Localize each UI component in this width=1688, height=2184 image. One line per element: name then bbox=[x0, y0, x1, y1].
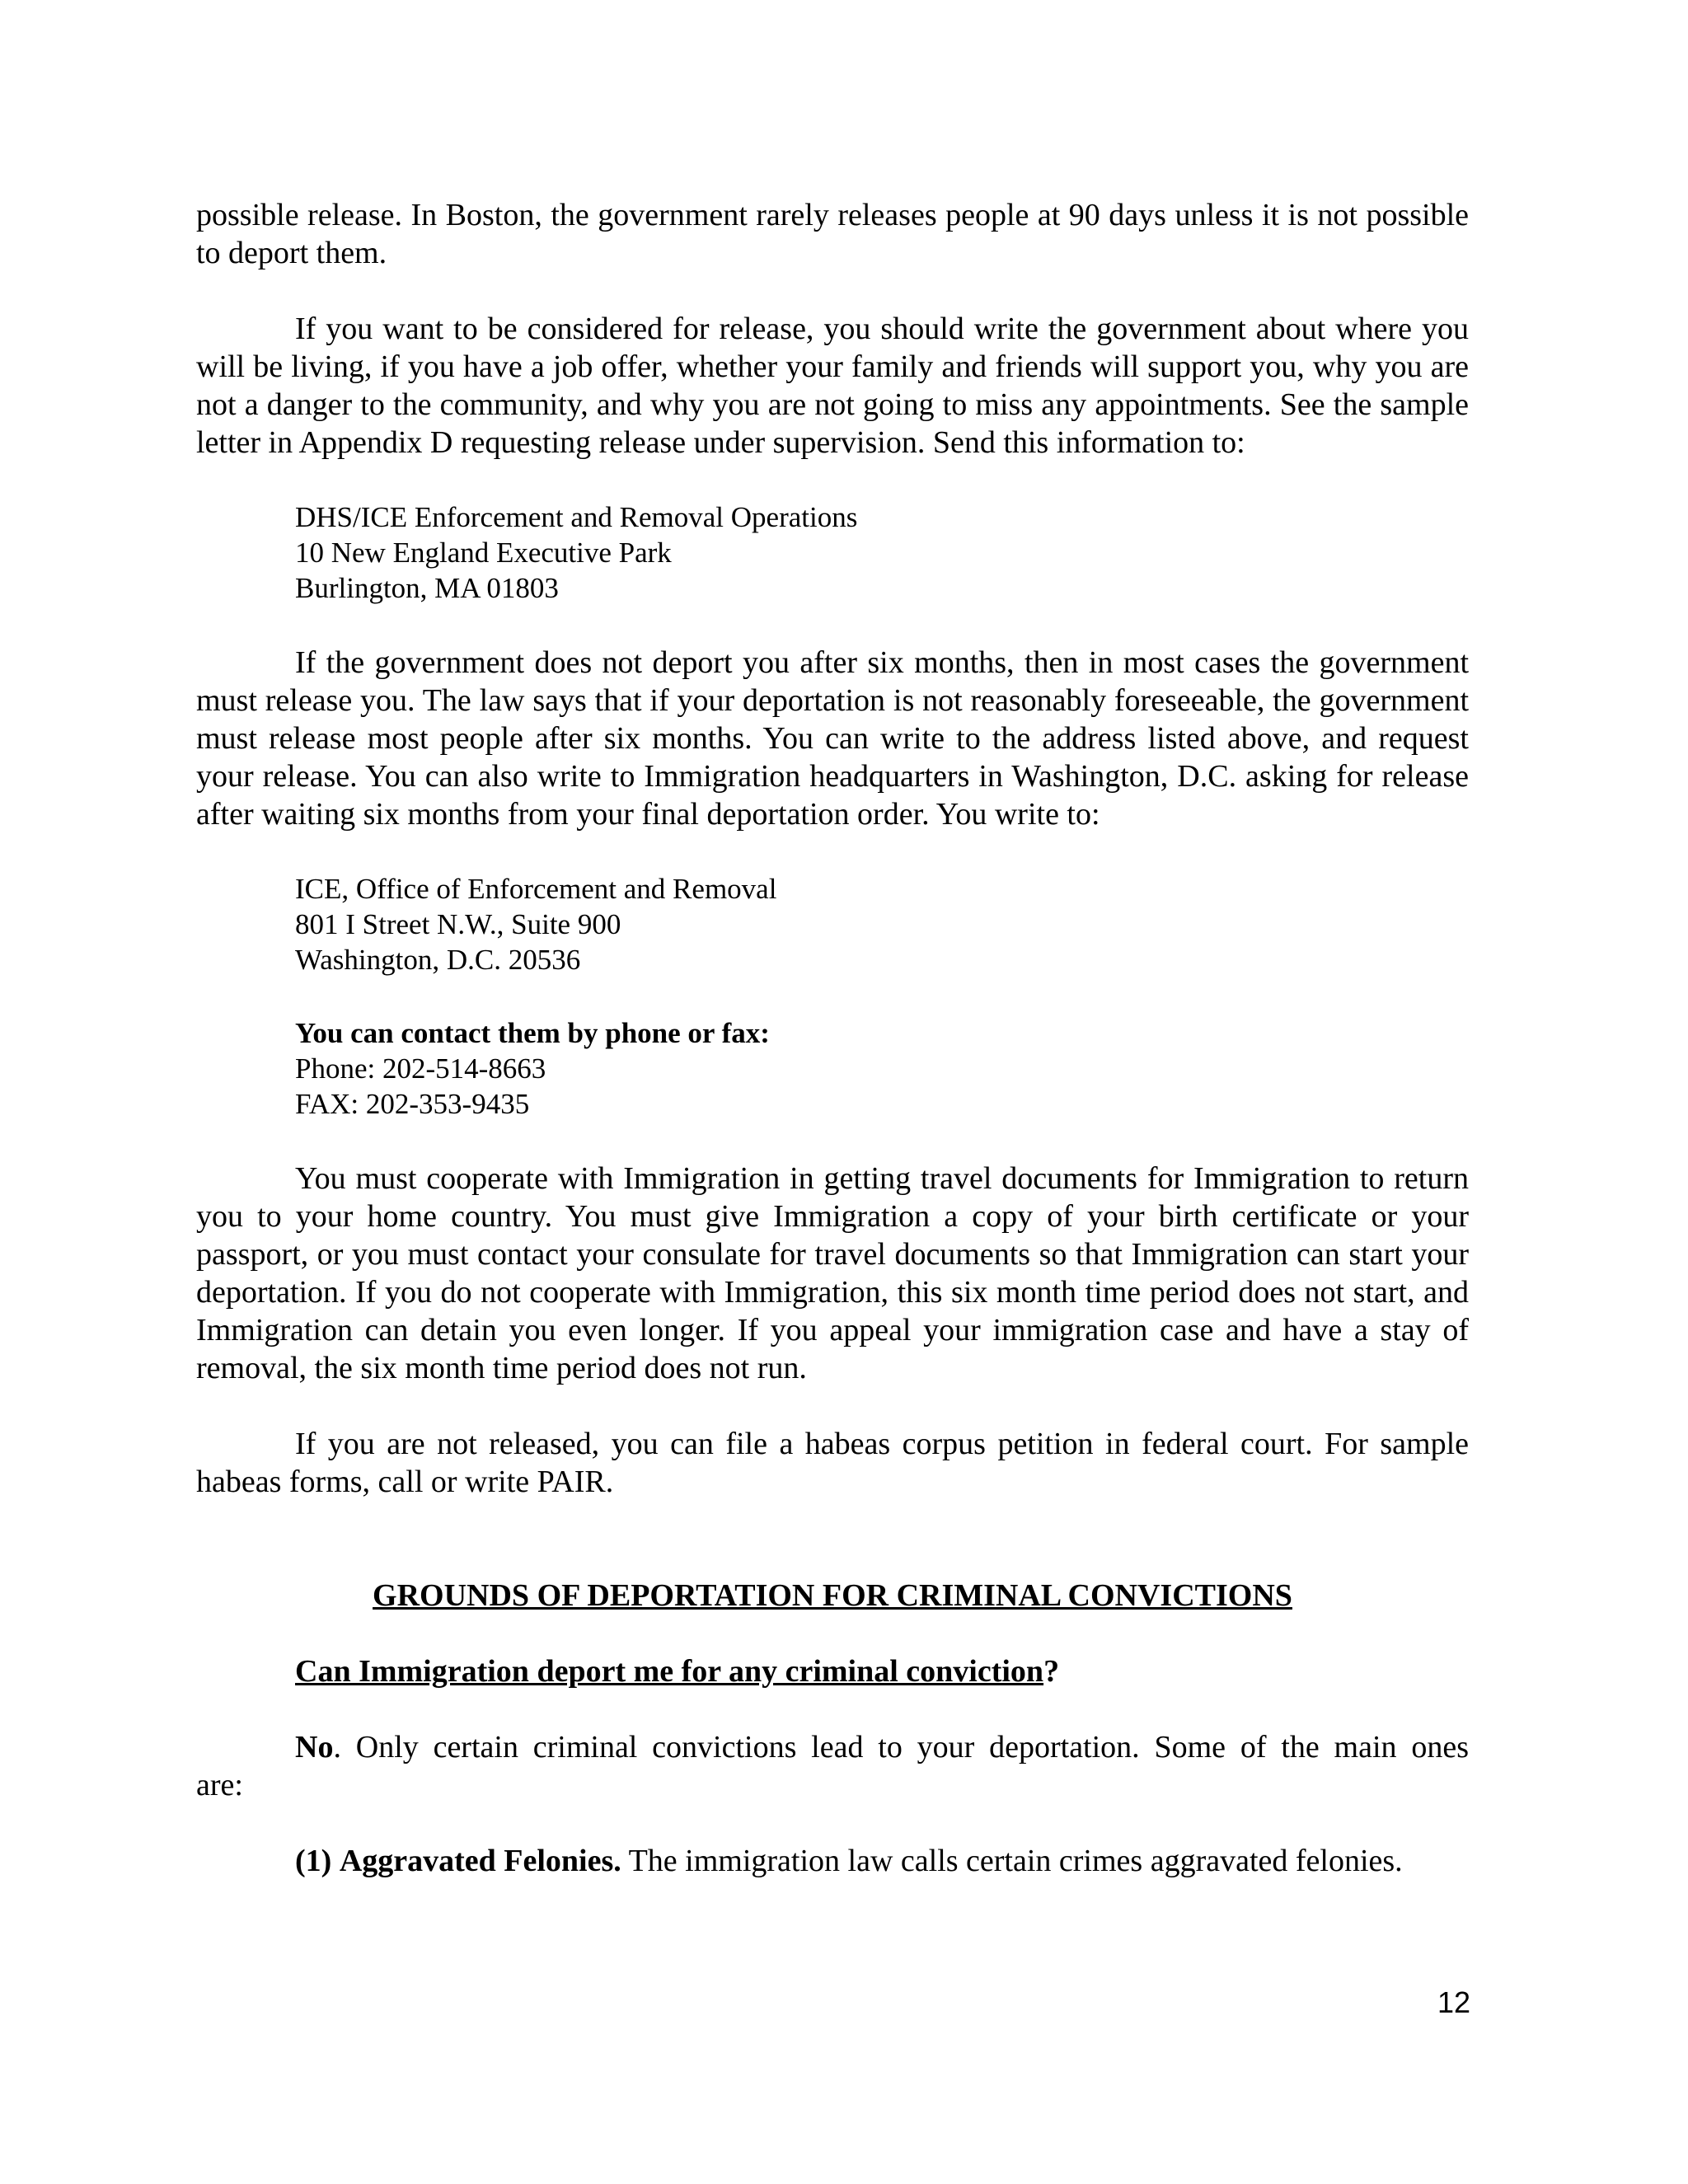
address-line: Washington, D.C. 20536 bbox=[295, 944, 581, 976]
answer-bold: No bbox=[295, 1730, 334, 1765]
item-title: Aggravated Felonies. bbox=[339, 1844, 621, 1878]
address-line: 801 I Street N.W., Suite 900 bbox=[295, 908, 621, 940]
address-line: DHS/ICE Enforcement and Removal Operations bbox=[295, 501, 858, 533]
address-block-burlington bbox=[295, 499, 1469, 606]
contact-heading: You can contact them by phone or fax: bbox=[295, 1017, 770, 1049]
answer-tail: are: bbox=[196, 1768, 243, 1802]
item-text: The immigration law calls certain crimes aggravated felonies. bbox=[628, 1844, 1403, 1878]
contact-fax: FAX: 202-353-9435 bbox=[295, 1088, 530, 1120]
question-mark: ? bbox=[1043, 1654, 1060, 1689]
address-block-washington bbox=[295, 871, 1469, 977]
paragraph-six-months: If the government does not deport you after six months, then in most cases the government must release you. The law says that if your deportation is not reasonably foreseeable, the government must release most people after six months. You can write to the address listed above, and request your release. You can also write to Immigration headquarters in Washington, D.C. asking for release after waiting six months from your final deportation order. You write to: bbox=[196, 645, 1469, 832]
item-number: (1) bbox=[295, 1844, 332, 1878]
list-item-aggravated-felonies bbox=[295, 1842, 1469, 1880]
answer-text: . Only certain criminal convictions lead to your deportation. Some of the main ones bbox=[333, 1730, 1469, 1765]
section-question bbox=[295, 1652, 1469, 1690]
address-line: Burlington, MA 01803 bbox=[295, 572, 559, 604]
paragraph-habeas: If you are not released, you can file a habeas corpus petition in federal court. For sample habeas forms, call or write PAIR. bbox=[196, 1427, 1469, 1499]
page-number: 12 bbox=[1437, 1985, 1470, 2019]
paragraph-request-release: If you want to be considered for release, you should write the government about where you will be living, if you have a job offer, whether your family and friends will support you, why you are not a danger to the community, and why you are not going to miss any appointments. See the sample letter in Appendix D requesting release under supervision. Send this information to: bbox=[196, 312, 1469, 460]
answer-line bbox=[295, 1728, 1469, 1766]
contact-block bbox=[295, 1015, 1469, 1122]
document-page bbox=[196, 196, 1469, 1880]
address-line: ICE, Office of Enforcement and Removal bbox=[295, 873, 777, 905]
paragraph-release-continued: possible release. In Boston, the government rarely releases people at 90 days unless it is not possible to deport them. bbox=[196, 198, 1469, 270]
section-heading: GROUNDS OF DEPORTATION FOR CRIMINAL CONVICTIONS bbox=[373, 1578, 1292, 1613]
address-line: 10 New England Executive Park bbox=[295, 537, 672, 569]
contact-phone: Phone: 202-514-8663 bbox=[295, 1052, 546, 1085]
question-text: Can Immigration deport me for any criminal conviction bbox=[295, 1654, 1044, 1689]
paragraph-cooperate: You must cooperate with Immigration in getting travel documents for Immigration to return you to your home country. You must give Immigration a copy of your birth certificate or your passport, or you must contact your consulate for travel documents so that Immigration can start your deportation. If you do not cooperate with Immigration, this six month time period does not start, and Immigration can detain you even longer. If you appeal your immigration case and have a stay of removal, the six month time period does not run. bbox=[196, 1161, 1469, 1385]
